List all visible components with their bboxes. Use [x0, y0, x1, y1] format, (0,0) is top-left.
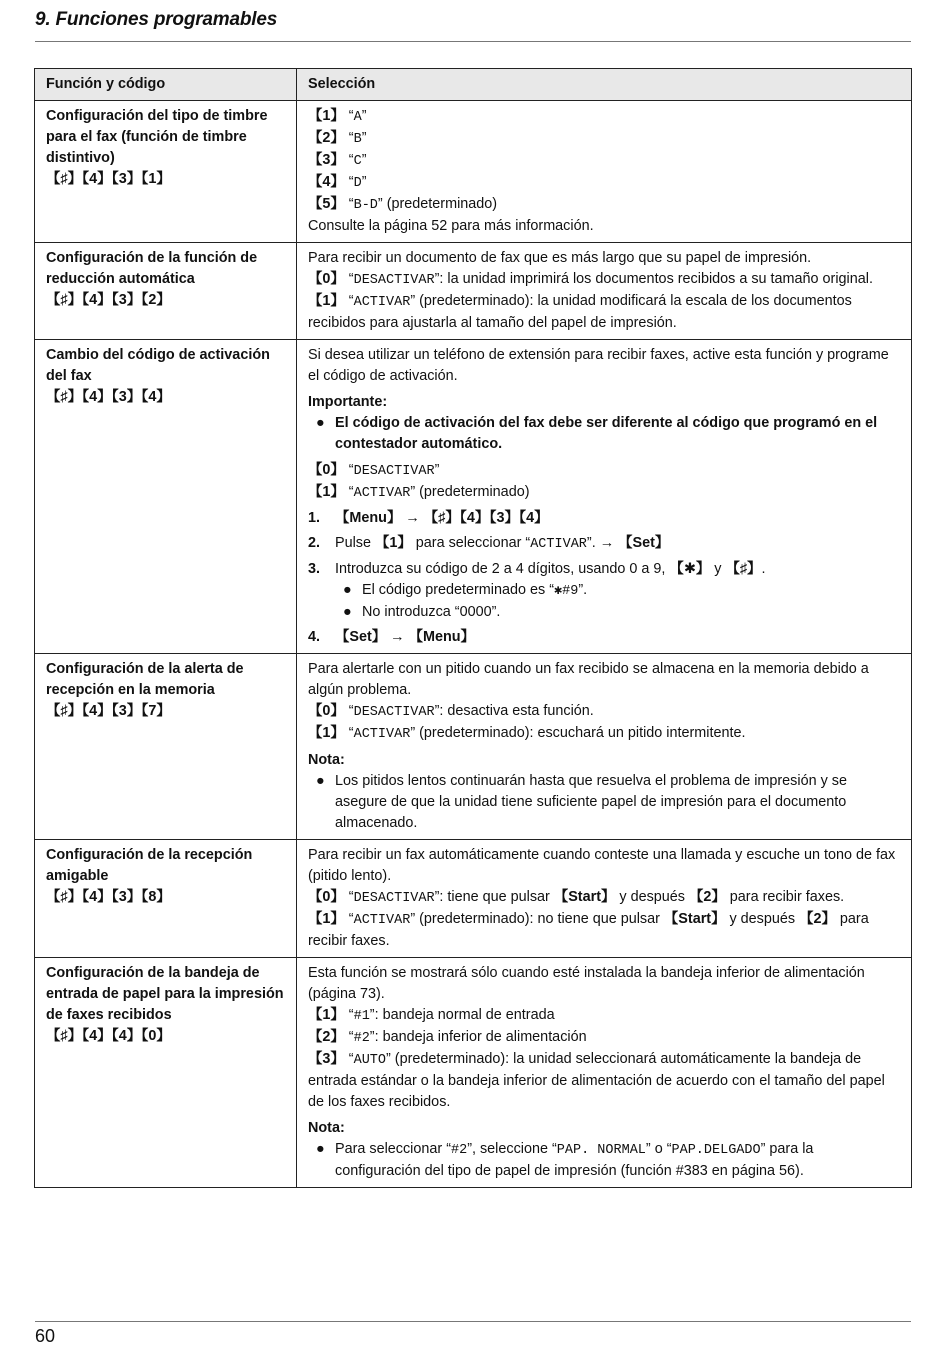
option-value: ACTIVAR: [353, 295, 411, 310]
option-line: 【1】 “ACTIVAR” (predeterminado): no tiene que pulsar 【Start】 y después 【2】 para recibir faxes.: [308, 911, 869, 949]
function-name-line: Configuración de la alerta de: [46, 661, 244, 677]
option-value: ✱#9: [554, 584, 579, 599]
function-code: 【♯】【4】【3】【2】: [46, 292, 171, 308]
start-key: 【Start】: [663, 911, 726, 927]
note-text-part: o: [650, 1141, 667, 1157]
step-text-part: Introduzca su código de 2 a 4 dígitos, usando 0 a 9,: [335, 561, 670, 577]
selection-cell: [297, 958, 912, 1188]
key-label: 【2】: [799, 911, 836, 927]
option-text: (predeterminado): no tiene que pulsar: [415, 911, 664, 927]
option-line: 【1】 “ACTIVAR” (predeterminado): la unidad modificará la escala de los documentos recibidos para ajustarla al tamaño del papel de impresión.: [308, 293, 852, 331]
step-text: [335, 559, 765, 580]
arrow-icon: →: [401, 510, 424, 526]
important-text: El código de activación del fax debe ser diferente al código que programó en el contestador automático.: [335, 415, 878, 452]
option-value: #1: [353, 1009, 370, 1024]
menu-key: 【Menu】: [335, 510, 402, 526]
function-cell: [35, 654, 297, 840]
sub-bullet-text: No introduzca “0000”.: [362, 604, 501, 620]
column-header-function: Función y código: [35, 69, 297, 101]
header-divider: [35, 41, 911, 42]
function-name-line: Configuración de la función de: [46, 250, 258, 266]
bullet-icon: ●: [343, 604, 352, 620]
hash-key: 【♯】: [725, 561, 762, 577]
option-line: 【2】 “#2”: bandeja inferior de alimentación: [308, 1029, 587, 1046]
important-label: Importante:: [308, 394, 388, 410]
page-number: 60: [35, 1326, 56, 1346]
sub-bullet-text: El código predeterminado es “✱#9”.: [362, 582, 588, 599]
note-text-part: para la configuración del tipo de papel de impresión (función #383 en página 56).: [335, 1141, 814, 1179]
selection-cell: [297, 654, 912, 840]
option-line: 【1】 “#1”: bandeja normal de entrada: [308, 1007, 555, 1024]
option-value: B-D: [353, 198, 378, 213]
option-key: 【0】: [308, 703, 345, 719]
function-code: 【♯】【4】【3】【7】: [46, 703, 171, 719]
option-key: 【1】: [308, 108, 345, 124]
option-line: 【1】 “ACTIVAR” (predeterminado): [308, 484, 530, 501]
step-text-part: . →: [591, 535, 619, 551]
function-code: 【♯】【4】【4】【0】: [46, 1028, 171, 1044]
option-description: (predeterminado): la unidad modificará la escala de los documentos recibidos para ajustarla al tamaño del papel de impresión.: [308, 293, 852, 331]
bullet-icon: ●: [343, 582, 352, 598]
selection-intro: Esta función se mostrará sólo cuando esté instalada la bandeja inferior de alimentación (página 73).: [308, 965, 865, 1002]
function-name-line: Configuración de la recepción: [46, 847, 253, 863]
note-text: Los pitidos lentos continuarán hasta que resuelva el problema de impresión y se asegure de que la unidad tiene suficiente papel de impresión para el documento almacenado.: [335, 773, 847, 831]
option-description: (predeterminado): [382, 196, 498, 212]
selection-intro: Para recibir un documento de fax que es más largo que su papel de impresión.: [308, 250, 812, 266]
option-value: AUTO: [353, 1053, 386, 1068]
function-name-line: distintivo): [46, 150, 115, 166]
function-name-line: amigable: [46, 868, 109, 884]
option-value: DESACTIVAR: [353, 464, 435, 479]
table-row: [35, 840, 912, 958]
option-description: : bandeja inferior de alimentación: [374, 1029, 587, 1045]
step-text-part: Pulse: [335, 535, 375, 551]
option-key: 【3】: [308, 152, 345, 168]
option-line: 【0】 “DESACTIVAR”: [308, 462, 440, 479]
function-name-line: recepción en la memoria: [46, 682, 215, 698]
option-description: (predeterminado): la unidad seleccionará automáticamente la bandeja de entrada estándar o la bandeja inferior de alimentación de acuerdo con el tamaño del papel de los faxes recibidos.: [308, 1051, 885, 1110]
option-key: 【0】: [308, 889, 345, 905]
option-key: 【1】: [308, 484, 345, 500]
important-bullet: [308, 413, 900, 455]
note-text-part: Para seleccionar: [335, 1141, 447, 1157]
function-name-line: reducción automática: [46, 271, 195, 287]
function-name-line: de faxes recibidos: [46, 1007, 172, 1023]
option-text: y después: [615, 889, 689, 905]
option-value: #2: [353, 1031, 370, 1046]
step-2: [308, 533, 900, 555]
note-text: Para seleccionar “#2”, seleccione “PAP. NORMAL” o “PAP.DELGADO” para la configuración del tipo de papel de impresión (función #383 en página 56).: [335, 1141, 814, 1179]
option-description: (predeterminado): escuchará un pitido intermitente.: [415, 725, 746, 741]
step-text-part: .: [761, 561, 766, 577]
option-key: 【4】: [308, 174, 345, 190]
function-code: 【♯】【4】【3】【1】: [46, 171, 171, 187]
function-code: 【♯】【4】【3】【4】: [46, 389, 171, 405]
page-reference: Consulte la página 52 para más información.: [308, 218, 594, 234]
option-key: 【1】: [308, 911, 345, 927]
key-label: 【2】: [689, 889, 726, 905]
step-text-part: y: [710, 561, 726, 577]
function-code: 【♯】【4】【3】【8】: [46, 889, 171, 905]
option-line: 【0】 “DESACTIVAR”: tiene que pulsar 【Start】 y después 【2】 para recibir faxes.: [308, 889, 845, 906]
option-key: 【0】: [308, 462, 345, 478]
selection-intro: Si desea utilizar un teléfono de extensión para recibir faxes, active esta función y programe el código de activación.: [308, 347, 889, 384]
step-number: 3.: [308, 561, 321, 577]
table-header-row: [35, 69, 912, 101]
note-text-part: , seleccione: [471, 1141, 552, 1157]
step-number: 4.: [308, 629, 321, 645]
code-keys: 【♯】【4】【3】【4】: [423, 510, 549, 526]
option-key: 【1】: [308, 1007, 345, 1023]
option-description: : desactiva esta función.: [439, 703, 594, 719]
step-number: 2.: [308, 535, 321, 551]
sub-text-part: .: [583, 582, 588, 598]
start-key: 【Start】: [553, 889, 616, 905]
note-label: Nota:: [308, 1120, 345, 1136]
option-line: 【1】 “A”: [308, 108, 367, 125]
bullet-icon: ●: [316, 1141, 325, 1157]
option-text: y después: [725, 911, 800, 927]
step-text: [335, 627, 475, 648]
page-section-title: 9. Funciones programables: [35, 9, 278, 30]
option-key: 【3】: [308, 1051, 345, 1067]
bullet-icon: ●: [316, 415, 325, 431]
option-value: ACTIVAR: [353, 913, 411, 928]
option-line: 【1】 “ACTIVAR” (predeterminado): escuchará un pitido intermitente.: [308, 725, 746, 742]
option-value: B: [353, 132, 362, 147]
option-description: : la unidad imprimirá los documentos recibidos a su tamaño original.: [439, 271, 873, 287]
menu-key: 【Menu】: [408, 629, 475, 645]
function-name-line: Cambio del código de activación: [46, 347, 270, 363]
function-cell: [35, 840, 297, 958]
sub-text-part: El código predeterminado es: [362, 582, 550, 598]
table-row: [35, 101, 912, 243]
option-value: PAP. NORMAL: [556, 1143, 646, 1158]
selection-cell: [297, 101, 912, 243]
option-value: PAP.DELGADO: [671, 1143, 761, 1158]
option-value: DESACTIVAR: [353, 273, 435, 288]
option-line: 【3】 “C”: [308, 152, 367, 169]
option-text: para recibir faxes.: [308, 911, 869, 949]
table-row: [35, 654, 912, 840]
option-line: 【5】 “B-D” (predeterminado): [308, 196, 498, 213]
key-label: 【1】: [375, 535, 412, 551]
function-cell: [35, 340, 297, 654]
option-key: 【5】: [308, 196, 345, 212]
set-key: 【Set】: [618, 535, 670, 551]
function-name-line: Configuración del tipo de timbre: [46, 108, 268, 124]
function-name-line: del fax: [46, 368, 92, 384]
option-text: : tiene que pulsar: [439, 889, 554, 905]
option-key: 【2】: [308, 130, 345, 146]
table-row: [35, 340, 912, 654]
option-value: ACTIVAR: [530, 537, 587, 552]
step-text-part: para seleccionar: [411, 535, 526, 551]
option-line: 【0】 “DESACTIVAR”: la unidad imprimirá los documentos recibidos a su tamaño original.: [308, 271, 873, 288]
option-key: 【2】: [308, 1029, 345, 1045]
step-1: [308, 508, 900, 529]
function-name-line: entrada de papel para la impresión: [46, 986, 284, 1002]
step-3: [308, 559, 900, 580]
option-line: 【4】 “D”: [308, 174, 367, 191]
option-key: 【1】: [308, 293, 345, 309]
option-value: ACTIVAR: [353, 727, 411, 742]
sub-bullet: [308, 580, 900, 602]
table-row: [35, 958, 912, 1188]
option-description: (predeterminado): [415, 484, 530, 500]
selection-intro: Para alertarle con un pitido cuando un fax recibido se almacena en la memoria debido a algún problema.: [308, 661, 869, 698]
arrow-icon: →: [386, 629, 409, 645]
function-cell: [35, 243, 297, 340]
option-key: 【0】: [308, 271, 345, 287]
selection-cell: [297, 840, 912, 958]
step-text: Pulse 【1】 para seleccionar “ACTIVAR”. → 【Set】: [335, 535, 670, 552]
footer-divider: [35, 1321, 911, 1322]
step-text: [335, 508, 548, 529]
selection-cell: [297, 243, 912, 340]
step-4: [308, 627, 900, 648]
option-line: 【3】 “AUTO” (predeterminado): la unidad seleccionará automáticamente la bandeja de entrada estándar o la bandeja inferior de alimentación de acuerdo con el tamaño del papel de los faxes recibidos.: [308, 1051, 885, 1110]
option-value: A: [353, 110, 362, 125]
function-name-line: para el fax (función de timbre: [46, 129, 247, 145]
option-description: : bandeja normal de entrada: [374, 1007, 555, 1023]
function-name-line: Configuración de la bandeja de: [46, 965, 260, 981]
option-value: C: [353, 154, 362, 169]
option-value: #2: [450, 1143, 468, 1158]
option-text: para recibir faxes.: [725, 889, 845, 905]
note-bullet: [308, 1139, 900, 1182]
star-key: 【✱】: [669, 561, 711, 577]
option-value: DESACTIVAR: [353, 891, 435, 906]
function-cell: [35, 958, 297, 1188]
function-cell: [35, 101, 297, 243]
step-number: 1.: [308, 510, 321, 526]
column-header-selection: Selección: [297, 69, 912, 101]
bullet-icon: ●: [316, 773, 325, 789]
option-line: 【0】 “DESACTIVAR”: desactiva esta función.: [308, 703, 594, 720]
selection-intro: Para recibir un fax automáticamente cuando conteste una llamada y escuche un tono de fax (pitido lento).: [308, 847, 896, 884]
selection-cell: [297, 340, 912, 654]
option-key: 【1】: [308, 725, 345, 741]
note-bullet: [308, 771, 900, 834]
sub-bullet: [308, 602, 900, 623]
option-value: D: [353, 176, 362, 191]
table-row: [35, 243, 912, 340]
option-value: DESACTIVAR: [353, 705, 435, 720]
programmable-functions-table: [34, 68, 912, 1188]
option-line: 【2】 “B”: [308, 130, 367, 147]
note-label: Nota:: [308, 752, 345, 768]
set-key: 【Set】: [335, 629, 387, 645]
option-value: ACTIVAR: [353, 486, 411, 501]
